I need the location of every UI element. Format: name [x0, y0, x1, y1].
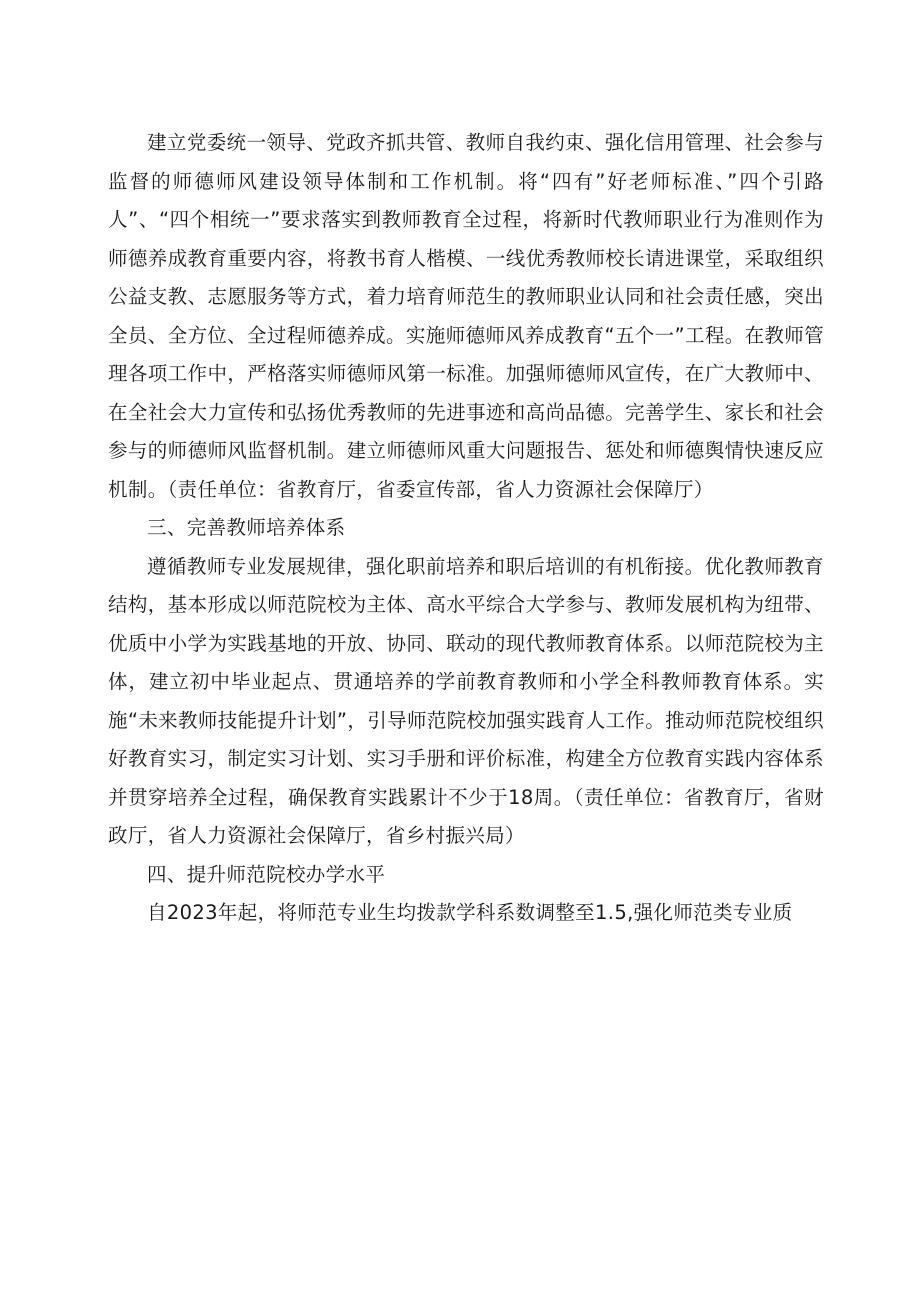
paragraph-normal-university-funding: 自2023年起，将师范专业生均拨款学科系数调整至1.5,强化师范类专业质 — [147, 901, 793, 924]
paragraph-teacher-ethics: 建立党委统一领导、党政齐抓共管、教师自我约束、强化信用管理、社会参与监督的师德师风建设领导体制和工作机制。将“四有”好老师标准、”四个引路人”、“四个相统一”要求落实到教师教育全过程，将新时代教师职业行为准则作为师德养成教育重要内容，将教书育人楷模、一线优秀教师校长请进课堂，采取组织公益支教、志愿服务等方式，着力培育师范生的教师职业认同和社会责任感，突出全员、全方位、全过程师德养成。实施师德师风养成教育“五个一”工程。在教师管理各项工作中，严格落实师德师风第一标准。加强师德师风宣传，在广大教师中、在全社会大力宣传和弘扬优秀教师的先进事迹和高尚品德。完善学生、家长和社会参与的师德师风监督机制。建立师德师风重大问题报告、惩处和师德舆情快速反应机制。（责任单位：省教育厅，省委宣传部，省人力资源社会保障厅） — [108, 131, 824, 501]
section-heading-teacher-training: 三、完善教师培养体系 — [147, 516, 346, 539]
paragraph-teacher-training-system: 遵循教师专业发展规律，强化职前培养和职后培训的有机衔接。优化教师教育结构，基本形成以师范院校为主体、高水平综合大学参与、教师发展机构为纽带、优质中小学为实践基地的开放、协同、联动的现代教师教育体系。以师范院校为主体，建立初中毕业起点、贯通培养的学前教育教师和小学全科教师教育体系。实施“未来教师技能提升计划”，引导师范院校加强实践育人工作。推动师范院校组织好教育实习，制定实习计划、实习手册和评价标准，构建全方位教育实践内容体系并贯穿培养全过程，确保教育实践累计不少于18周。（责任单位：省教育厅，省财政厅，省人力资源社会保障厅，省乡村振兴局） — [108, 554, 824, 847]
document-body — [108, 124, 824, 933]
section-heading-normal-university: 四、提升师范院校办学水平 — [147, 862, 386, 886]
